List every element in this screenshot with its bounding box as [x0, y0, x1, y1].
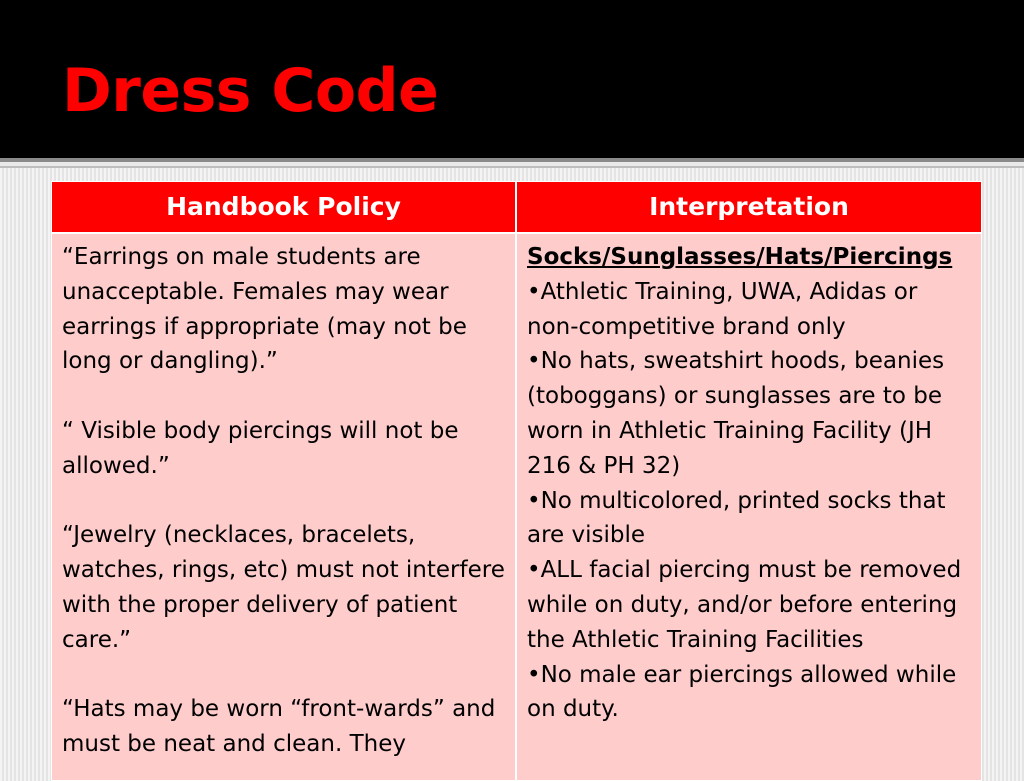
interpretation-bullet-socks: •No multicolored, printed socks that are visible — [527, 487, 946, 549]
policy-paragraph-hats: “Hats may be worn “front-wards” and must be neat and clean. They — [62, 696, 496, 758]
interpretation-bullet-facial-piercing: •ALL facial piercing must be removed while on duty, and/or before entering the Athletic Training Facilities — [527, 557, 962, 653]
interpretation-bullet-ear-piercing: •No male ear piercings allowed while on duty. — [527, 661, 957, 723]
column-header-interpretation: Interpretation — [517, 182, 981, 232]
interpretation-subheading: Socks/Sunglasses/Hats/Piercings — [527, 244, 953, 270]
policy-cell — [52, 232, 517, 780]
policy-paragraph-earrings: “Earrings on male students are unacceptable. Females may wear earrings if appropriate (may not be long or dangling).” — [62, 244, 467, 375]
header-divider-shadow — [0, 166, 1024, 168]
policy-paragraph-jewelry: “Jewelry (necklaces, bracelets, watches, rings, etc) must not interfere with the proper delivery of patient care.” — [62, 522, 505, 653]
slide-header — [0, 0, 1024, 158]
slide-title: Dress Code — [62, 56, 439, 126]
interpretation-cell — [517, 232, 981, 780]
interpretation-bullet-hats: •No hats, sweatshirt hoods, beanies (toboggans) or sunglasses are to be worn in Athletic Training Facility (JH 216 & PH 32) — [527, 348, 945, 479]
dress-code-table — [51, 181, 982, 781]
column-header-handbook-policy: Handbook Policy — [52, 182, 517, 232]
interpretation-bullet-brand: •Athletic Training, UWA, Adidas or non-competitive brand only — [527, 278, 918, 340]
policy-paragraph-piercings: “ Visible body piercings will not be allowed.” — [62, 417, 459, 479]
